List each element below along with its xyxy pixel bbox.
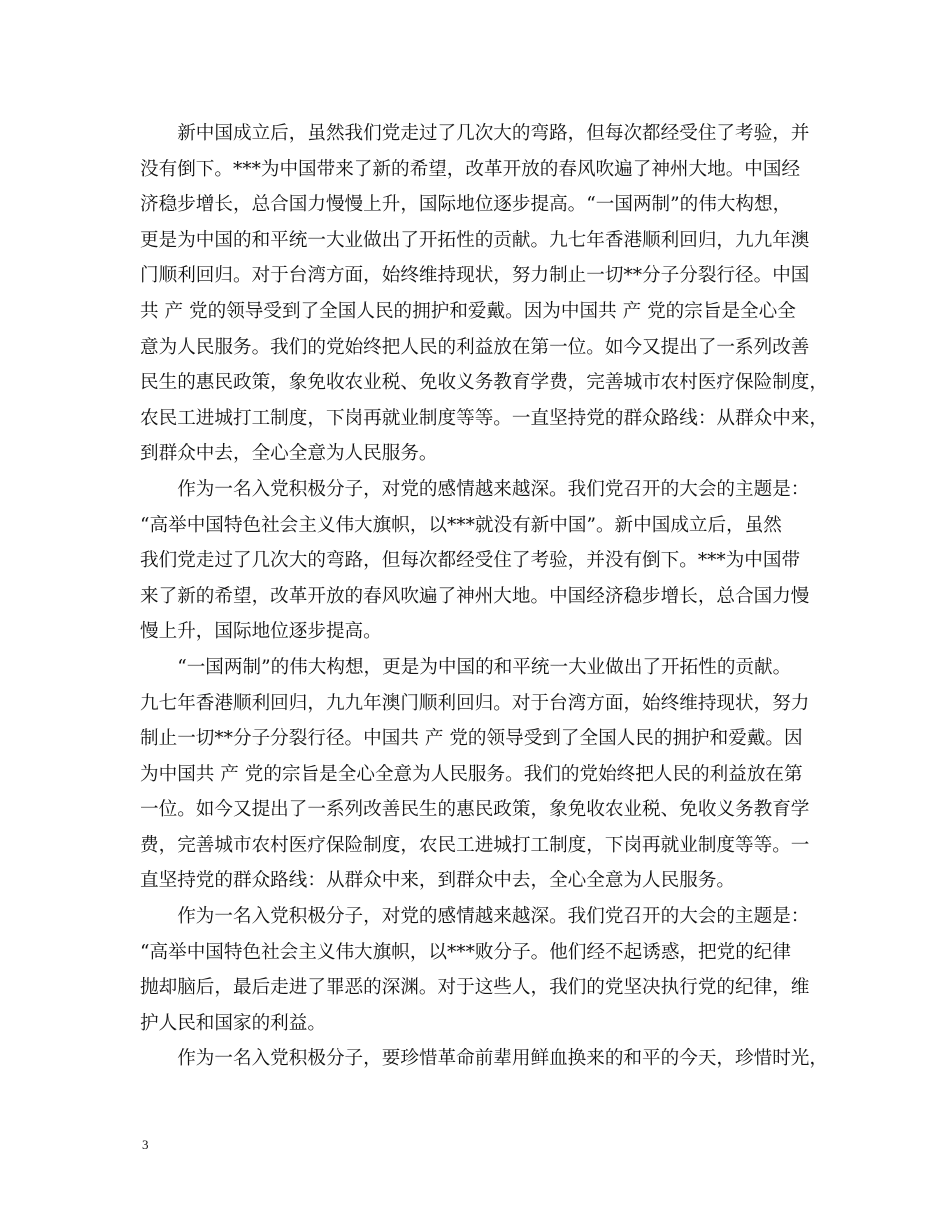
text-line: 制止一切**分子分裂行径。中国共 产 党的领导受到了全国人民的拥护和爱戴。因 (140, 728, 803, 750)
text-line: 到群众中去，全心全意为人民服务。 (140, 443, 438, 465)
text-line: 作为一名入党积极分子，对党的感情越来越深。我们党召开的大会的主题是： (140, 906, 810, 928)
text-line: 济稳步增长，总合国力慢慢上升，国际地位逐步提高。“一国两制”的伟大构想， (140, 194, 792, 216)
text-line: 作为一名入党积极分子，要珍惜革命前辈用鲜血换来的和平的今天，珍惜时光， (140, 1048, 828, 1070)
text-line: 抛却脑后，最后走进了罪恶的深渊。对于这些人，我们的党坚决执行党的纪律，维 (140, 977, 810, 999)
text-line: 更是为中国的和平统一大业做出了开拓性的贡献。九七年香港顺利回归，九九年澳 (140, 229, 810, 251)
text-line: 新中国成立后，虽然我们党走过了几次大的弯路，但每次都经受住了考验，并 (140, 123, 810, 144)
text-line: “一国两制”的伟大构想，更是为中国的和平统一大业做出了开拓性的贡献。 (140, 656, 792, 678)
text-line: 共 产 党的领导受到了全国人民的拥护和爱戴。因为中国共 产 党的宗旨是全心全 (140, 300, 796, 322)
body-text (140, 116, 830, 1077)
text-line: 一位。如今又提出了一系列改善民生的惠民政策，象免收农业税、免收义务教育学 (140, 799, 810, 821)
text-line: “高举中国特色社会主义伟大旗帜，以***败分子。他们经不起诱惑，把党的纪律 (140, 941, 791, 963)
text-line: 作为一名入党积极分子，对党的感情越来越深。我们党召开的大会的主题是： (140, 478, 810, 500)
text-line: 农民工进城打工制度，下岗再就业制度等等。一直坚持党的群众路线：从群众中来， (140, 407, 828, 429)
text-line: 直坚持党的群众路线：从群众中来，到群众中去，全心全意为人民服务。 (140, 870, 736, 892)
text-line: 没有倒下。***为中国带来了新的希望，改革开放的春风吹遍了神州大地。中国经 (140, 158, 801, 180)
text-line: 来了新的希望，改革开放的春风吹遍了神州大地。中国经济稳步增长，总合国力慢 (140, 585, 810, 607)
text-line: 意为人民服务。我们的党始终把人民的利益放在第一位。如今又提出了一系列改善 (140, 336, 810, 358)
text-line: 护人民和国家的利益。 (140, 1012, 326, 1034)
text-line: 门顺利回归。对于台湾方面，始终维持现状，努力制止一切**分子分裂行径。中国 (140, 265, 810, 287)
text-line: 九七年香港顺利回归，九九年澳门顺利回归。对于台湾方面，始终维持现状，努力 (140, 692, 810, 714)
text-line: 我们党走过了几次大的弯路，但每次都经受住了考验，并没有倒下。***为中国带 (140, 550, 801, 572)
text-line: “高举中国特色社会主义伟大旗帜，以***就没有新中国”。新中国成立后，虽然 (140, 514, 782, 536)
page-number: 3 (142, 1137, 149, 1152)
text-line: 慢上升，国际地位逐步提高。 (140, 621, 382, 643)
text-line: 为中国共 产 党的宗旨是全心全意为人民服务。我们的党始终把人民的利益放在第 (140, 763, 803, 785)
text-line: 民生的惠民政策，象免收农业税、免收义务教育学费，完善城市农村医疗保险制度， (140, 372, 828, 394)
text-line: 费，完善城市农村医疗保险制度，农民工进城打工制度，下岗再就业制度等等。一 (140, 834, 810, 856)
